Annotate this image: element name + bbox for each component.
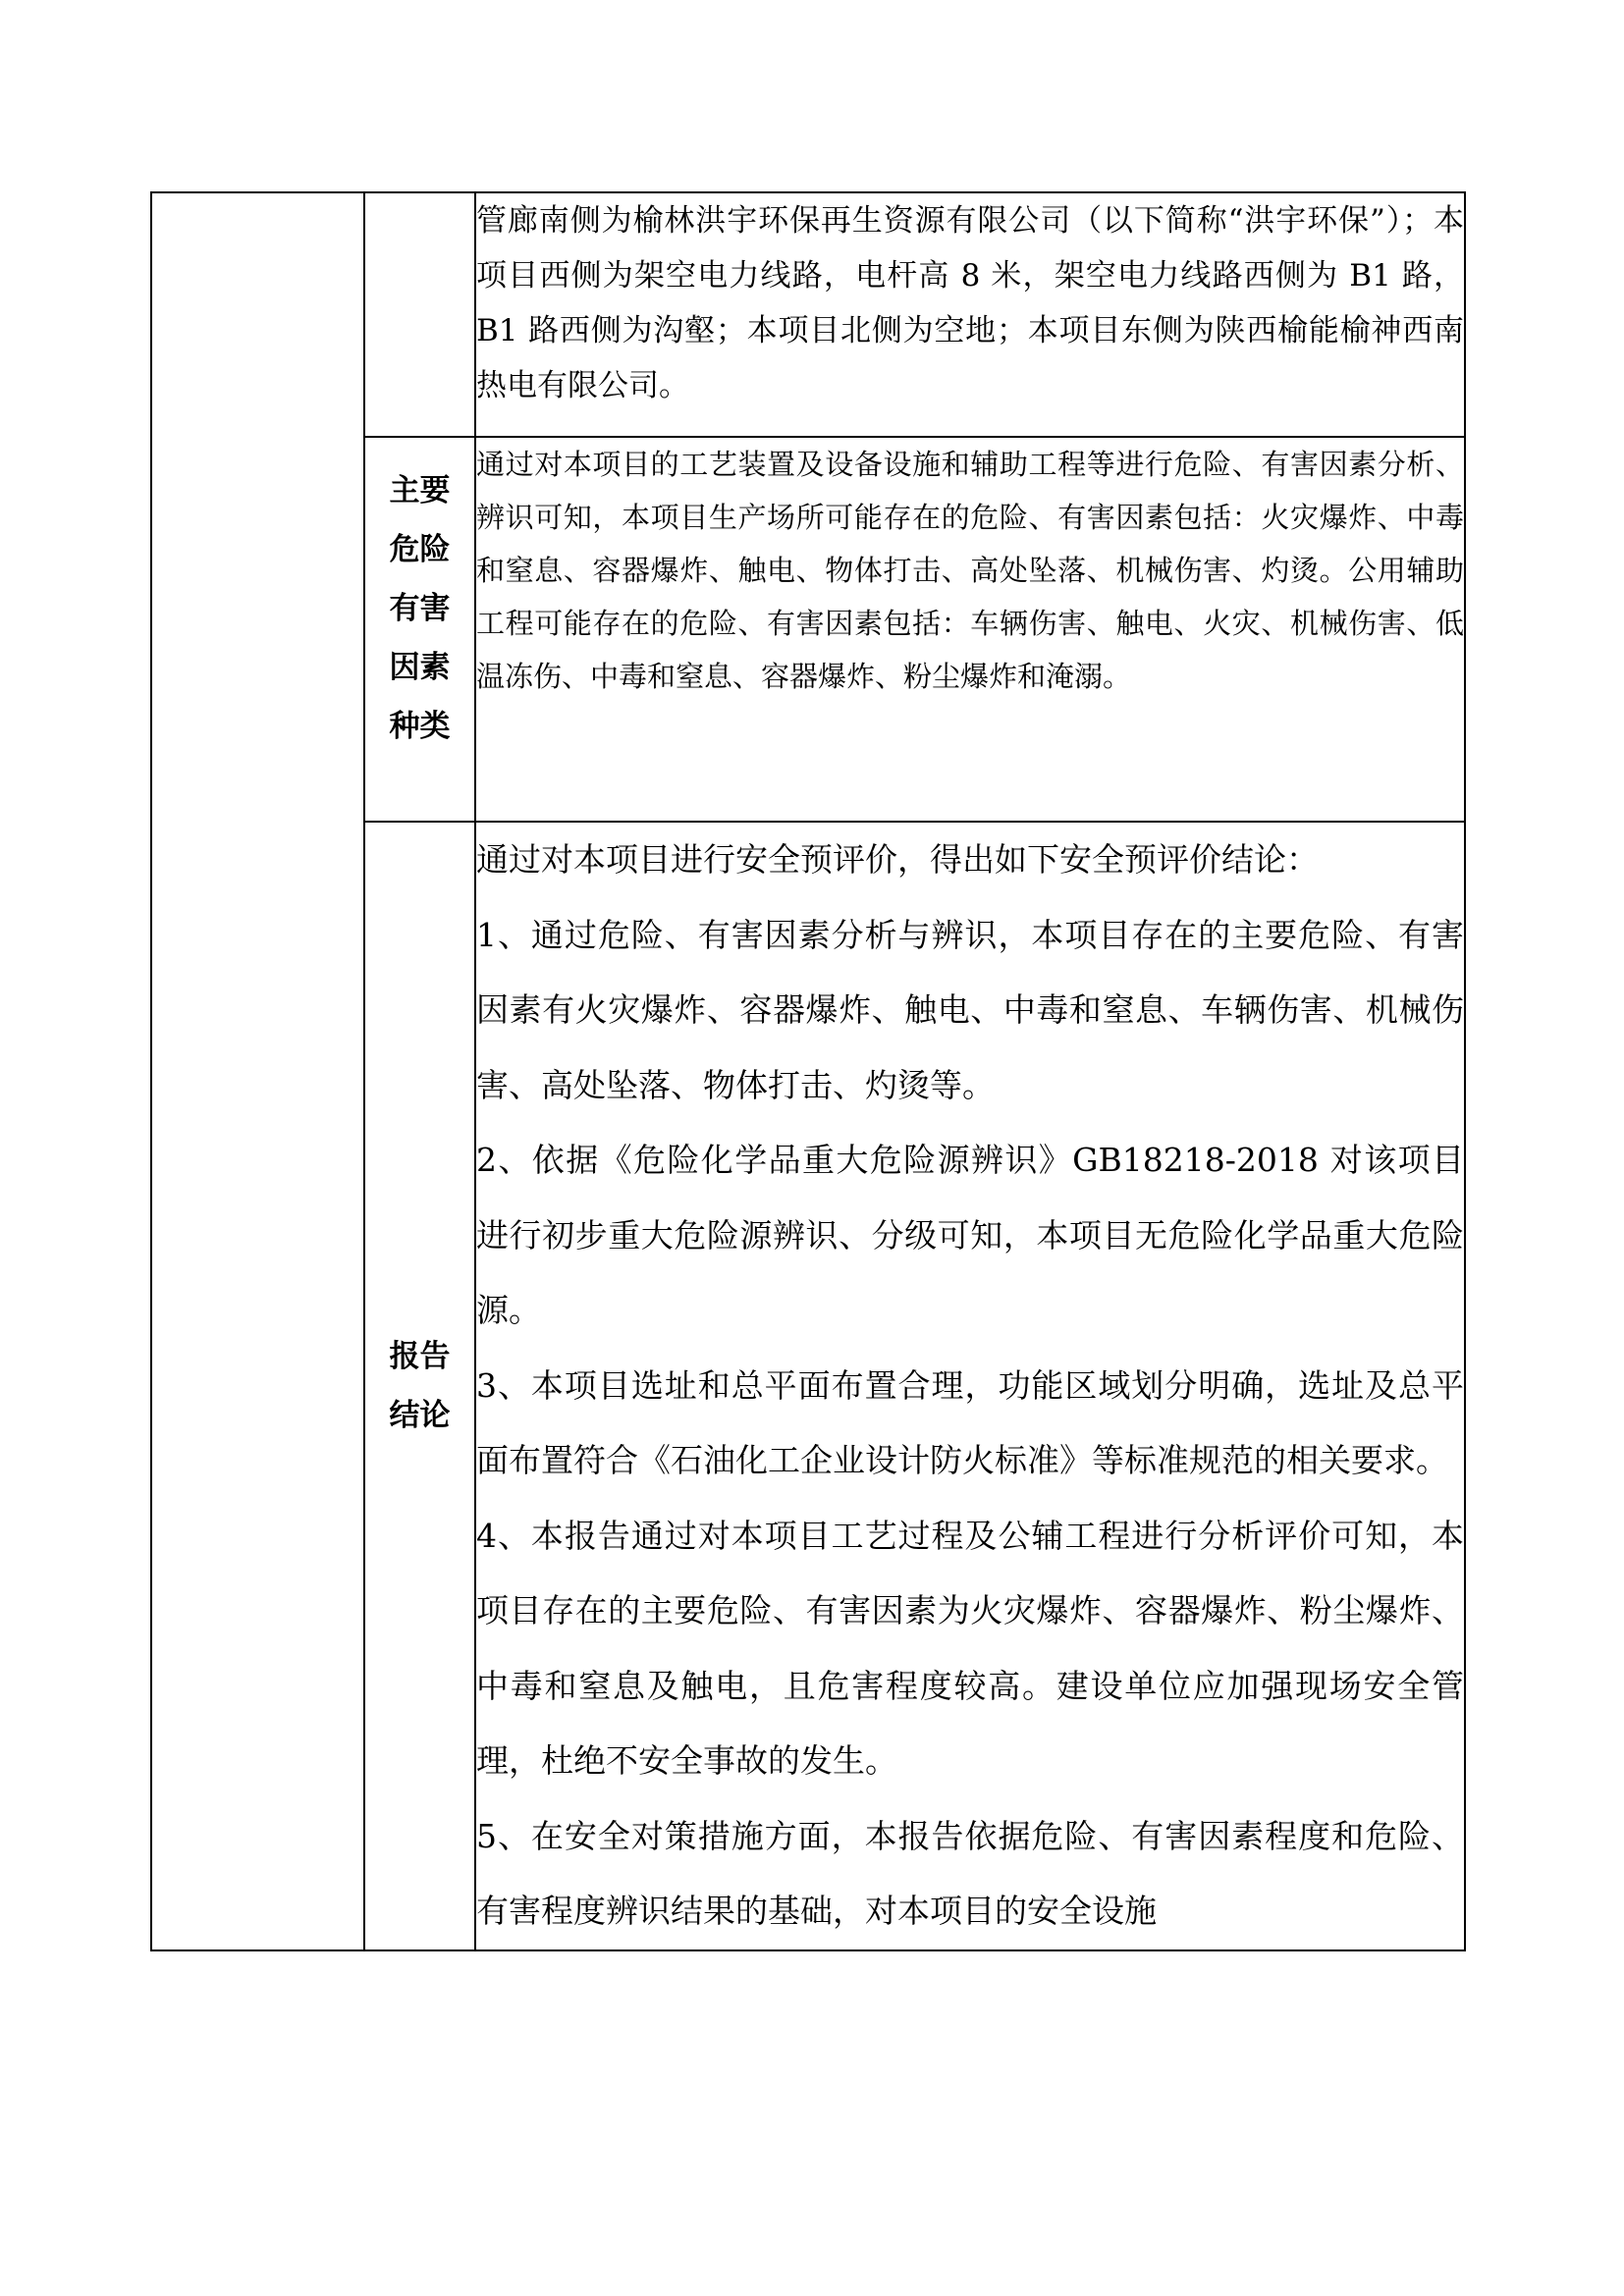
evaluation-table <box>150 191 1466 1951</box>
label-line: 主要 <box>389 473 451 508</box>
hazard-types-text: 通过对本项目的工艺装置及设备设施和辅助工程等进行危险、有害因素分析、辨识可知，本项目生产场所可能存在的危险、有害因素包括：火灾爆炸、中毒和窒息、容器爆炸、触电、物体打击、高处坠落、机械伤害、灼烫。公用辅助工程可能存在的危险、有害因素包括：车辆伤害、触电、火灾、机械伤害、低温冻伤、中毒和窒息、容器爆炸、粉尘爆炸和淹溺。 <box>475 437 1465 822</box>
report-conclusion-text <box>475 822 1465 1950</box>
hazard-types-label <box>364 437 475 822</box>
label-line: 种类 <box>389 709 451 744</box>
row-label-empty <box>364 192 475 437</box>
conclusion-paragraph: 通过对本项目进行安全预评价，得出如下安全预评价结论： <box>476 840 1319 879</box>
table-row <box>151 192 1465 437</box>
label-line: 结论 <box>389 1397 451 1433</box>
conclusion-paragraph: 2、依据《危险化学品重大危险源辨识》GB18218-2018 对该项目进行初步重大危险源辨识、分级可知，本项目无危险化学品重大危险源。 <box>476 1141 1464 1329</box>
surroundings-text: 管廊南侧为榆林洪宇环保再生资源有限公司（以下简称“洪宇环保”）；本项目西侧为架空电力线路，电杆高 8 米，架空电力线路西侧为 B1 路，B1 路西侧为沟壑；本项目北侧为空地；本项目东侧为陕西榆能榆神西南热电有限公司。 <box>475 192 1465 437</box>
conclusion-paragraph: 1、通过危险、有害因素分析与辨识，本项目存在的主要危险、有害因素有火灾爆炸、容器爆炸、触电、中毒和窒息、车辆伤害、机械伤害、高处坠落、物体打击、灼烫等。 <box>476 915 1464 1104</box>
label-line: 报告 <box>389 1338 451 1374</box>
conclusion-paragraph: 3、本项目选址和总平面布置合理，功能区域划分明确，选址及总平面布置符合《石油化工企业设计防火标准》等标准规范的相关要求。 <box>476 1365 1464 1479</box>
outer-category-cell <box>151 192 364 1950</box>
label-line: 因素 <box>389 650 451 685</box>
conclusion-paragraph: 5、在安全对策措施方面，本报告依据危险、有害因素程度和危险、有害程度辨识结果的基础，对本项目的安全设施 <box>476 1816 1464 1930</box>
conclusion-paragraph: 4、本报告通过对本项目工艺过程及公辅工程进行分析评价可知，本项目存在的主要危险、有害因素为火灾爆炸、容器爆炸、粉尘爆炸、中毒和窒息及触电，且危害程度较高。建设单位应加强现场安全管理，杜绝不安全事故的发生。 <box>476 1516 1464 1780</box>
label-line: 有害 <box>389 591 451 626</box>
report-conclusion-label <box>364 822 475 1950</box>
label-line: 危险 <box>389 532 451 567</box>
